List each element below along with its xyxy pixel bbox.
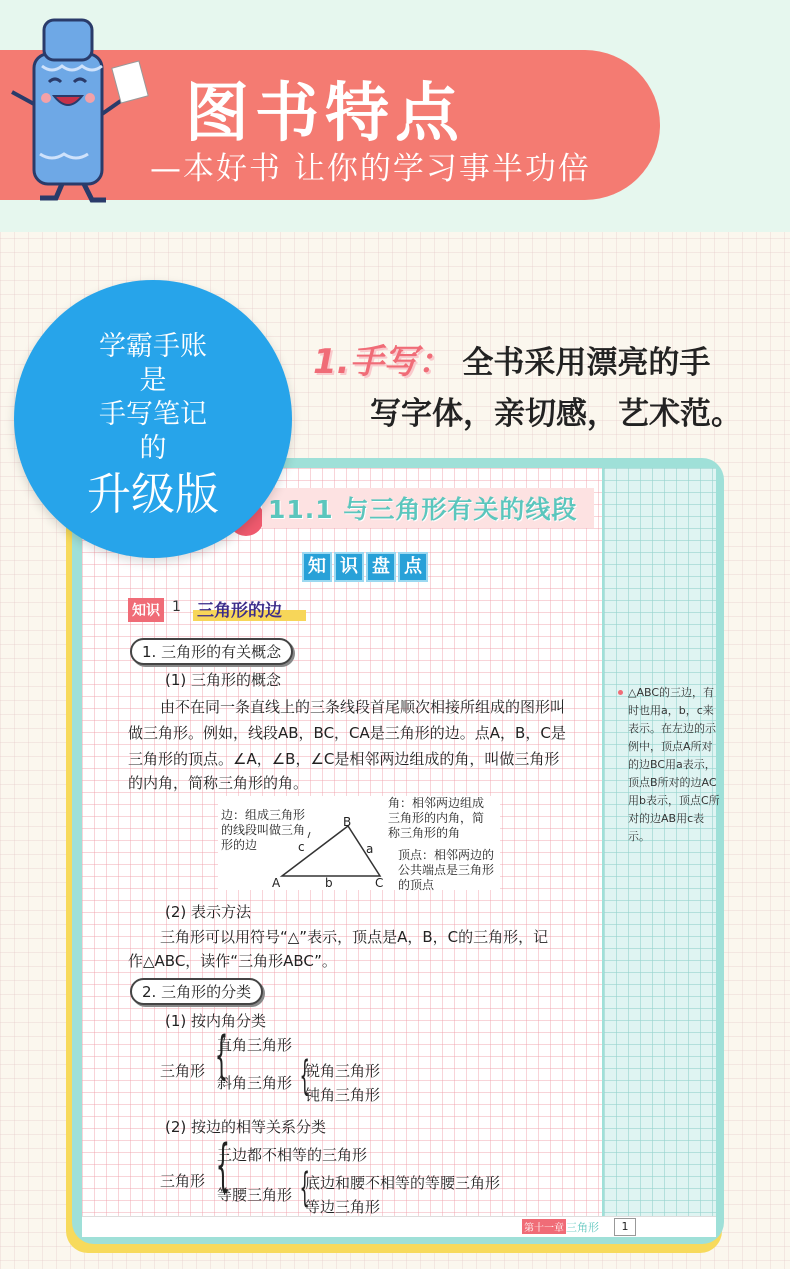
figure-label-vertex: 顶点：相邻两边的 公共端点是三角形 的顶点 [398,848,495,892]
knowledge-title: 三角形的边 [193,596,306,621]
sub-heading-concept: (1) 三角形的概念 [165,671,282,689]
class-item: 锐角三角形 [305,1062,381,1080]
paragraph-line: 作△ABC，读作“三角形ABC”。 [128,952,337,970]
paragraph-line: 做三角形。例如，线段AB，BC，CA是三角形的边。点A，B，C是 [128,724,566,742]
page-subtitle: —本好书 让你的学习事半功倍 [150,151,591,187]
feature-line-2: 写字体，亲切感，艺术范。 [370,396,742,432]
sub-heading-by-angle: (1) 按内角分类 [165,1012,267,1030]
badge-big-text: 升级版 [87,469,219,520]
brace-icon: { [215,1133,230,1198]
brace-icon: { [299,1165,310,1211]
upgrade-badge [14,280,292,558]
class-item: 斜角三角形 [217,1074,293,1092]
class-root: 三角形 [160,1172,206,1190]
paragraph-line: 由不在同一条直线上的三条线段首尾顺次相接所组成的图形叫 [160,698,566,716]
paragraph-line: 的内角，简称三角形的角。 [128,774,309,792]
side-a-label: a [366,842,374,856]
class-item: 三边都不相等的三角形 [217,1146,368,1164]
brace-icon: { [214,1026,229,1086]
badge-line: 学霸手账 [99,331,207,362]
badge-line: 是 [139,365,167,396]
side-c-label: c [298,840,305,854]
knowledge-banner: 知 识 盘 点 [302,552,430,582]
section-title: 11.1 与三角形有关的线段 [268,495,578,524]
page-title: 图书特点 [185,77,465,151]
brace-icon: { [299,1053,310,1099]
sub-heading-by-side: (2) 按边的相等关系分类 [165,1118,327,1136]
heading-concepts: 1. 三角形的有关概念 [130,638,293,665]
mascot-illustration [4,14,154,204]
badge-line: 手写笔记 [99,399,207,430]
side-note: △ABC的三边，有时也用a，b，c来表示。在左边的示例中，顶点A所对的边BC用a表示，顶点B所对的边AC用b表示，顶点C所对的边AB用c表示。 [628,686,720,843]
class-item: 直角三角形 [217,1036,293,1054]
vertex-a-label: A [272,876,281,890]
figure-label-angle: 角：相邻两边组成 三角形的内角，简 称三角形的角 [388,796,485,840]
class-item: 等边三角形 [305,1198,381,1216]
class-root: 三角形 [160,1062,206,1080]
class-item: 底边和腰不相等的等腰三角形 [305,1174,501,1192]
knowledge-number: 1 [172,599,181,615]
class-item: 钝角三角形 [305,1086,381,1104]
feature-number: 1.手写： [313,342,452,382]
vertex-b-label: B [343,815,352,829]
sub-heading-notation: (2) 表示方法 [165,903,252,921]
paragraph-line: 三角形的顶点。∠A，∠B，∠C是相邻两边组成的角，叫做三角形 [128,750,560,768]
paragraph-line: 三角形可以用符号“△”表示，顶点是A，B，C的三角形，记 [160,928,549,946]
heading-classification: 2. 三角形的分类 [130,978,263,1005]
badge-line: 的 [139,433,167,464]
page-number: 1 [614,1218,636,1236]
footer-chapter-tag: 第十一章 [522,1219,566,1234]
feature-line-1: 1.手写： 全书采用漂亮的手 [313,342,711,382]
figure-label-side: 边：组成三角形 的线段叫做三角 形的边 [221,808,306,852]
class-item: 等腰三角形 [217,1186,293,1204]
vertex-c-label: C [375,876,384,890]
note-bullet-icon [618,690,623,695]
knowledge-tag: 知识 [128,598,164,622]
side-b-label: b [325,876,333,890]
footer-chapter-name: 三角形 [566,1221,599,1234]
